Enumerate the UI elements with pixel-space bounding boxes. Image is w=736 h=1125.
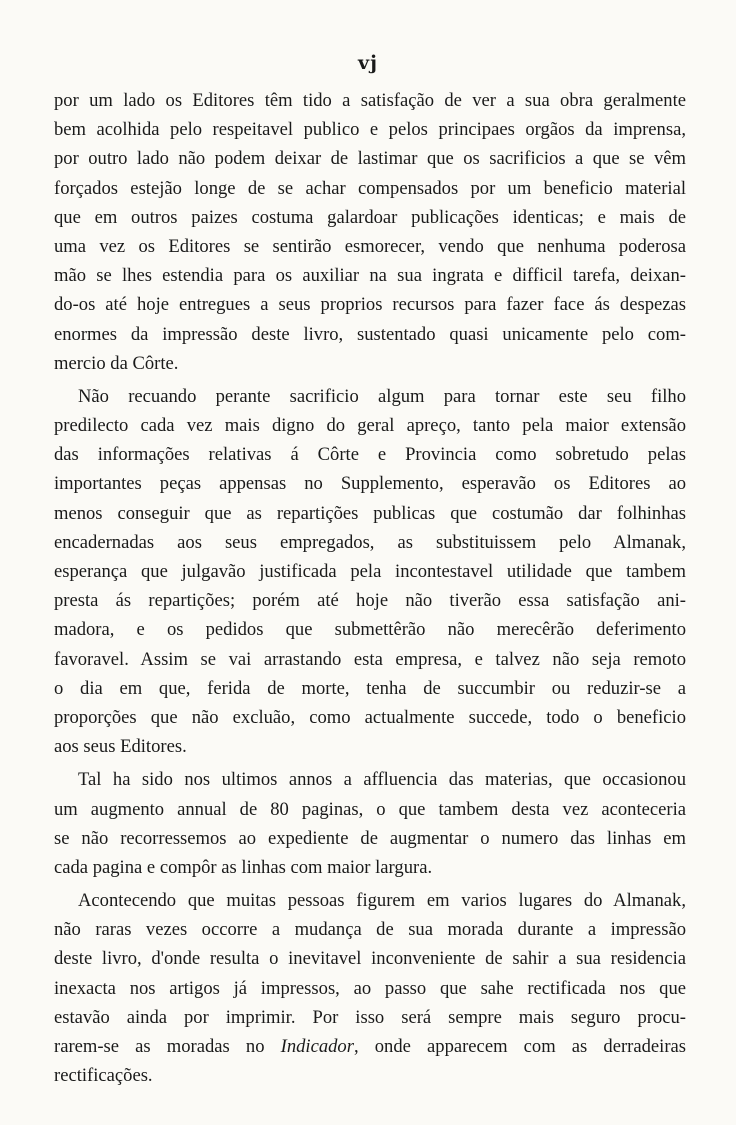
text-line: predilecto cada vez mais digno do geral apreço, tanto pela maior extensão [54,415,686,437]
text-line: uma vez os Editores se sentirão esmorecer, vendo que nenhuma poderosa [54,235,686,257]
text-line: rectificações. [54,1065,153,1087]
text-line: menos conseguir que as repartições publicas que costumão dar folhinhas [54,502,686,524]
page-number: vj [358,52,378,74]
text-line: cada pagina e compôr as linhas com maior largura. [54,856,433,878]
text-line: não raras vezes occorre a mudança de sua morada durante a impressão [54,919,686,941]
body-text [54,86,686,1094]
text-line: esperança que julgavão justificada pela incontestavel utilidade que tambem [54,561,686,582]
text-fragment: rarem-se as moradas no [54,1036,281,1057]
text-line: estavão ainda por imprimir. Por isso será sempre mais seguro procu- [54,1006,686,1028]
text-line: por outro lado não podem deixar de lastimar que os sacrificios a que se vêm [54,148,686,170]
text-fragment: , onde apparecem com as derradeiras [353,1036,686,1057]
paragraph-1 [54,86,686,378]
text-line: se não recorressemos ao expediente de augmentar o numero das linhas em [54,827,686,849]
text-line: por um lado os Editores têm tido a satisfação de ver a sua obra geralmente [54,90,686,111]
text-line: mão se lhes estendia para os auxiliar na sua ingrata e difficil tarefa, deixan- [54,265,686,287]
paragraph-2 [54,382,686,761]
text-line: forçados estejão longe de se achar compensados por um beneficio material [54,177,686,199]
text-line: encadernadas aos seus empregados, as substituissem pelo Almanak, [54,531,686,553]
text-line: presta ás repartições; porém até hoje não tiverão essa satisfação ani- [54,590,686,612]
indicador-word: Indicador [280,1036,354,1057]
text-line: favoravel. Assim se vai arrastando esta empresa, e talvez não seja remoto [54,648,686,670]
text-line: inexacta nos artigos já impressos, ao passo que sahe rectificada nos que [54,977,686,999]
paragraph-4 [54,886,686,1090]
text-line: mercio da Côrte. [54,352,179,374]
text-line: madora, e os pedidos que submettêrão não merecêrão deferimento [54,619,686,641]
text-line: Não recuando perante sacrificio algum para tornar este seu filho [78,385,686,407]
text-line: das informações relativas á Côrte e Provincia como sobretudo pelas [54,444,686,466]
text-line: Tal ha sido nos ultimos annos a affluencia das materias, que occasionou [78,769,686,791]
text-line: do-os até hoje entregues a seus proprios recursos para fazer face ás despezas [54,294,686,316]
text-line: Acontecendo que muitas pessoas figurem em varios lugares do Almanak, [78,890,686,912]
text-line: proporções que não excluão, como actualmente succede, todo o beneficio [54,706,686,728]
text-line: o dia em que, ferida de morte, tenha de succumbir ou reduzir-se a [54,677,686,699]
text-line: aos seus Editores. [54,736,187,758]
text-line: que em outros paizes costuma galardoar publicações identicas; e mais de [54,206,686,228]
text-line: importantes peças appensas no Supplemento, esperavão os Editores ao [54,473,686,495]
text-line: enormes da impressão deste livro, sustentado quasi unicamente pelo com- [54,323,686,345]
paragraph-3 [54,765,686,882]
text-line: um augmento annual de 80 paginas, o que tambem desta vez aconteceria [54,798,686,820]
text-line: deste livro, d'onde resulta o inevitavel inconveniente de sahir a sua residencia [54,948,686,970]
text-line: bem acolhida pelo respeitavel publico e pelos principaes orgãos da imprensa, [54,119,686,141]
text-line-with-italic [54,1032,686,1061]
